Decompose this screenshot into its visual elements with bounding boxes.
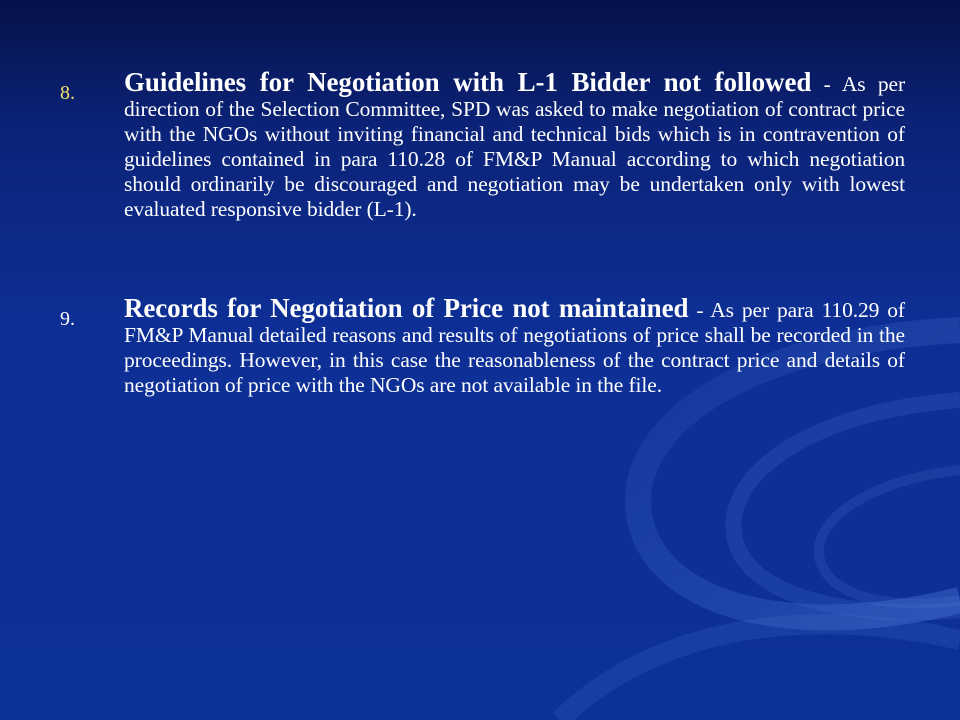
item-heading: Records for Negotiation of Price not maintained (124, 293, 689, 323)
item-text: As per para 110.29 of FM&P Manual detailed reasons and results of negotiations of price shall be recorded in the proceedings. However, in this case the reasonableness of the contract price and details of negotiation of price with the NGOs are not available in the file. (124, 298, 905, 397)
item-separator: - (811, 72, 842, 96)
item-separator: - (688, 298, 711, 322)
list-item (60, 293, 905, 398)
item-body (124, 67, 905, 222)
item-text: As per direction of the Selection Committee, SPD was asked to make negotiation of contract price with the NGOs without inviting financial and technical bids which is in contravention of guidelines contained in para 110.28 of FM&P Manual according to which negotiation should ordinarily be discouraged and negotiation may be undertaken only with lowest evaluated responsive bidder (L-1). (124, 72, 905, 221)
list-item (60, 67, 905, 222)
item-number: 9. (60, 308, 75, 330)
item-heading: Guidelines for Negotiation with L-1 Bidder not followed (124, 67, 812, 97)
item-body (124, 293, 905, 398)
item-number: 8. (60, 82, 75, 104)
